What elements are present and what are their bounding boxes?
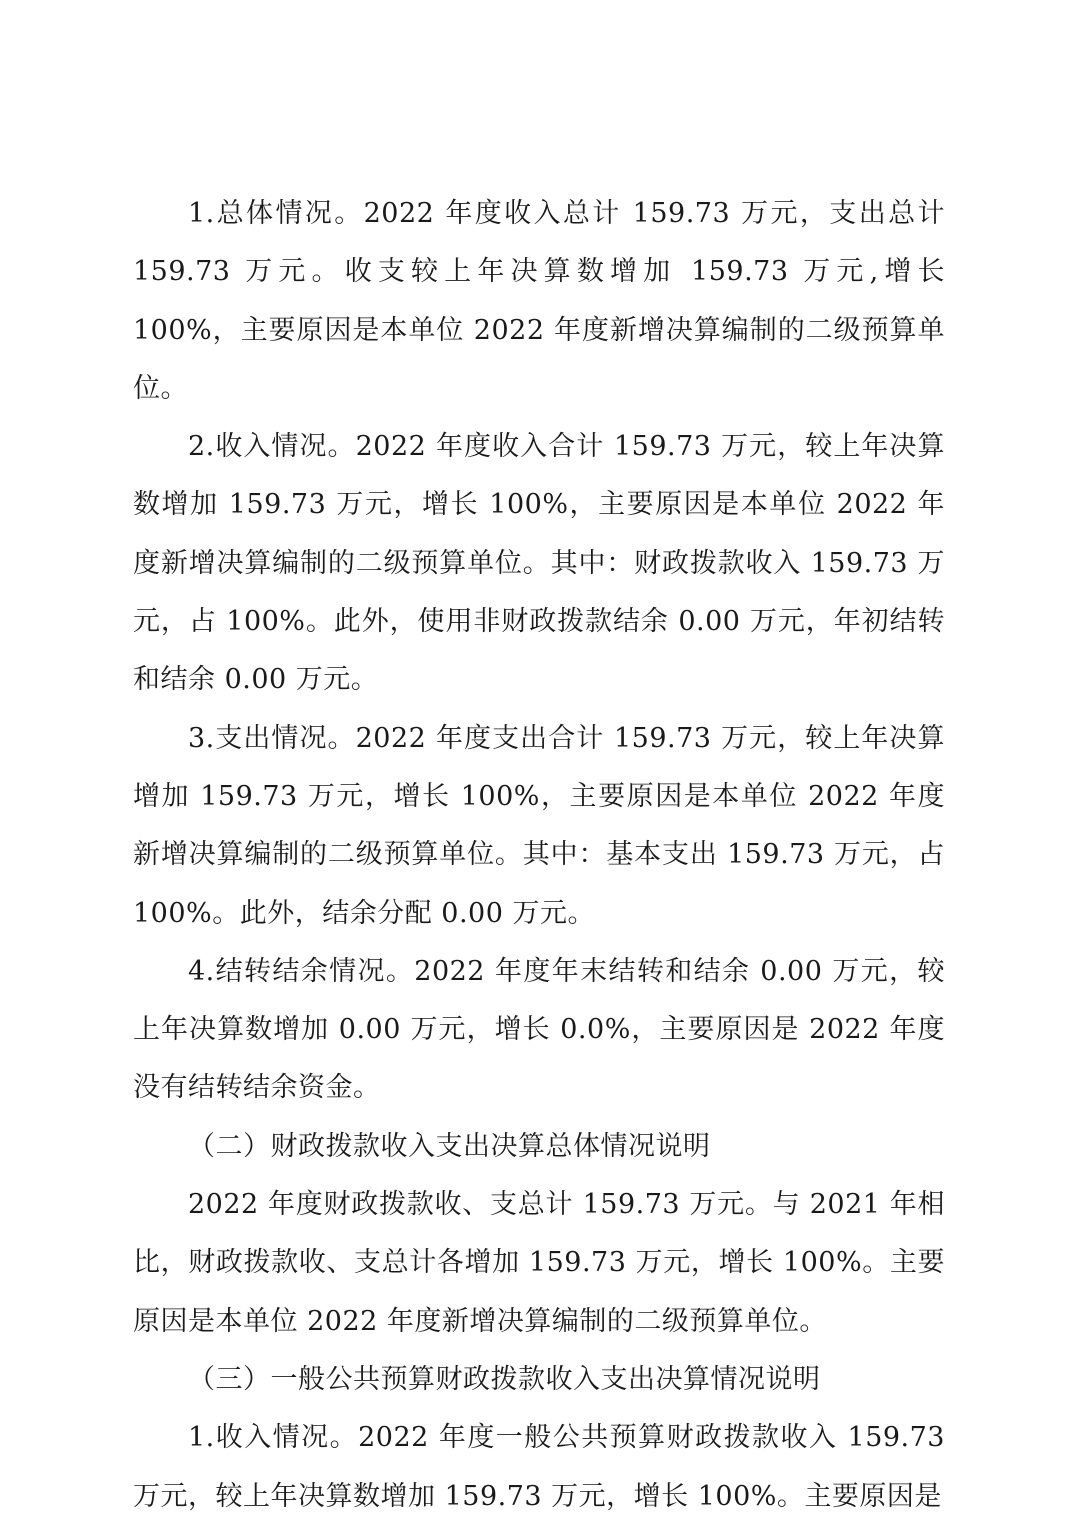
paragraph-fiscal-appropriation: 2022 年度财政拨款收、支总计 159.73 万元。与 2021 年相比，财政拨款收、支总计各增加 159.73 万元，增长 100%。主要原因是本单位 2022 年度新增决算编制的二级预算单位。 xyxy=(133,1189,945,1337)
document-body xyxy=(133,185,945,1526)
section-heading-fiscal-appropriation: （二）财政拨款收入支出决算总体情况说明 xyxy=(188,1130,711,1162)
paragraph-expenditure: 3.支出情况。2022 年度支出合计 159.73 万元，较上年决算增加 159.73 万元，增长 100%，主要原因是本单位 2022 年度新增决算编制的二级预算单位。其中：基本支出 159.73 万元，占 100%。此外，结余分配 0.00 万元。 xyxy=(133,722,945,929)
paragraph-general-budget-income: 1.收入情况。2022 年度一般公共预算财政拨款收入 159.73 万元，较上年决算数增加 159.73 万元，增长 100%。主要原因是 xyxy=(133,1422,945,1512)
section-heading-general-public-budget: （三）一般公共预算财政拨款收入支出决算情况说明 xyxy=(188,1363,821,1395)
paragraph-overall: 1.总体情况。2022 年度收入总计 159.73 万元，支出总计 159.73 万元。收支较上年决算数增加 159.73 万元,增长 100%，主要原因是本单位 2022 年度新增决算编制的二级预算单位。 xyxy=(133,198,945,404)
paragraph-income: 2.收入情况。2022 年度收入合计 159.73 万元，较上年决算数增加 159.73 万元，增长 100%，主要原因是本单位 2022 年度新增决算编制的二级预算单位。其中：财政拨款收入 159.73 万元，占 100%。此外，使用非财政拨款结余 0.00 万元，年初结转和结余 0.00 万元。 xyxy=(133,431,945,696)
paragraph-carryover: 4.结转结余情况。2022 年度年末结转和结余 0.00 万元，较上年决算数增加 0.00 万元，增长 0.0%，主要原因是 2022 年度没有结转结余资金。 xyxy=(133,955,945,1104)
